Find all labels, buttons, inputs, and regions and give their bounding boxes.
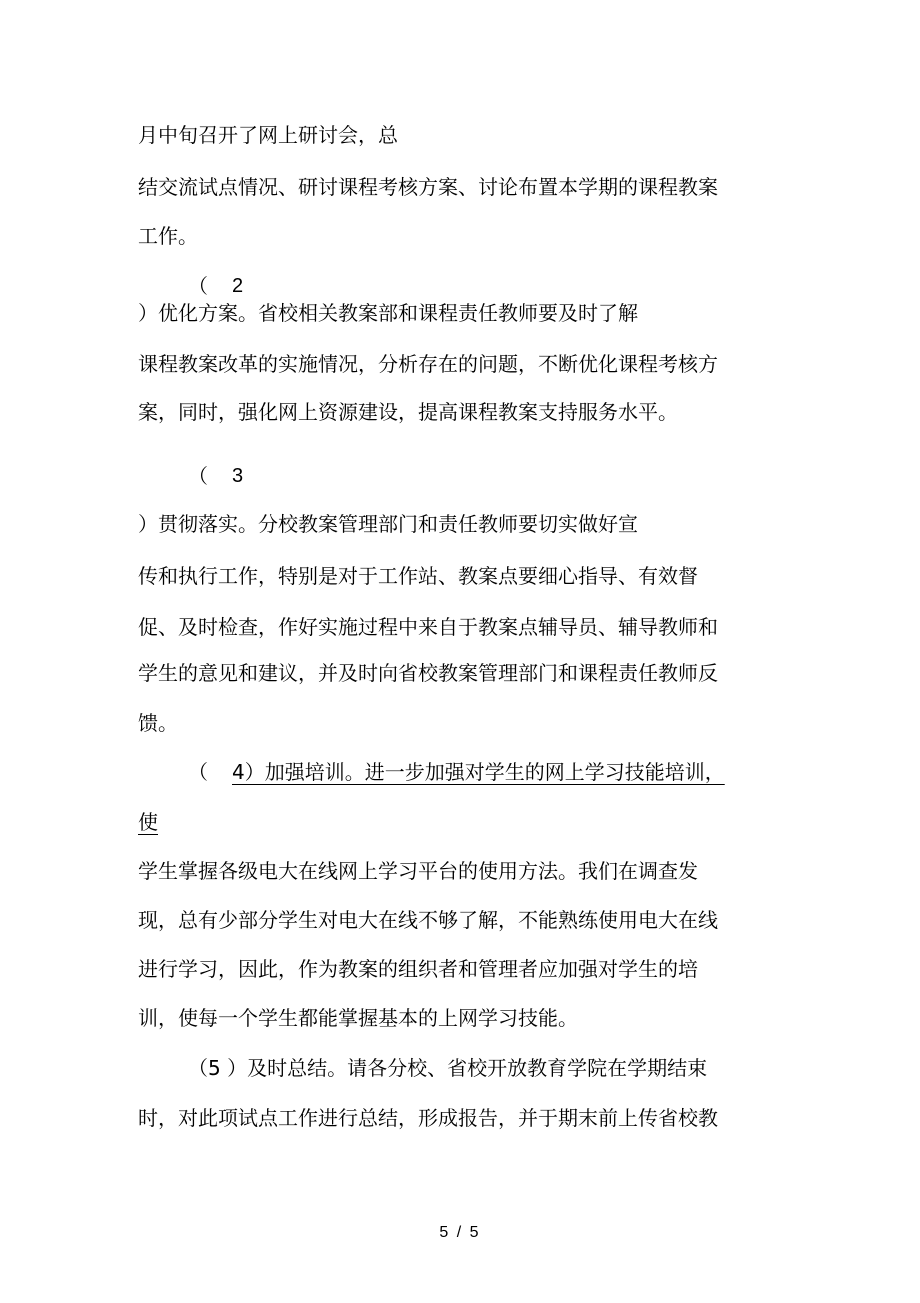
paragraph-line: 学生的意见和建议，并及时向省校教案管理部门和课程责任教师反 [138,661,718,685]
paragraph-line: 学生掌握各级电大在线网上学习平台的使用方法。我们在调查发 [138,859,698,883]
paragraph-line: 传和执行工作，特别是对于工作站、教案点要细心指导、有效督 [138,564,698,588]
paragraph-line: 工作。 [138,224,198,248]
list-marker-paren: （ [188,274,208,298]
paragraph-line: 时，对此项试点工作进行总结，形成报告，并于期末前上传省校教 [138,1106,718,1130]
paragraph-line: 馈。 [138,711,178,735]
paragraph-line: 现，总有少部分学生对电大在线不够了解，不能熟练使用电大在线 [138,908,718,932]
paragraph-line: 案，同时，强化网上资源建设，提高课程教案支持服务水平。 [138,400,678,424]
paragraph-line: 月中旬召开了网上研讨会，总 [138,123,398,147]
list-marker-paren: （ [188,760,208,784]
list-marker-number: 3 [232,465,244,487]
paragraph-line: 促、及时检查，作好实施过程中来自于教案点辅导员、辅导教师和 [138,615,718,639]
paragraph-line: 课程教案改革的实施情况，分析存在的问题，不断优化课程考核方 [138,352,718,376]
page-number: 5 / 5 [439,1224,481,1241]
paragraph-line: 进行学习，因此，作为教案的组织者和管理者应加强对学生的培 [138,957,698,981]
paragraph-line: ）优化方案。省校相关教案部和课程责任教师要及时了解 [138,301,638,325]
list-marker-paren: （ [188,464,208,488]
paragraph-line: ）贯彻落实。分校教案管理部门和责任教师要切实做好宣 [138,512,638,536]
paragraph-line: 结交流试点情况、研讨课程考核方案、讨论布置本学期的课程教案 [138,175,718,199]
list-marker-number: 2 [232,275,244,297]
paragraph-line: 使 [138,810,158,834]
paragraph-line: （5 ）及时总结。请各分校、省校开放教育学院在学期结束 [188,1056,708,1080]
underlined-heading: 4）加强培训。进一步加强对学生的网上学习技能培训， [232,760,725,784]
paragraph-line: 训，使每一个学生都能掌握基本的上网学习技能。 [138,1006,578,1030]
